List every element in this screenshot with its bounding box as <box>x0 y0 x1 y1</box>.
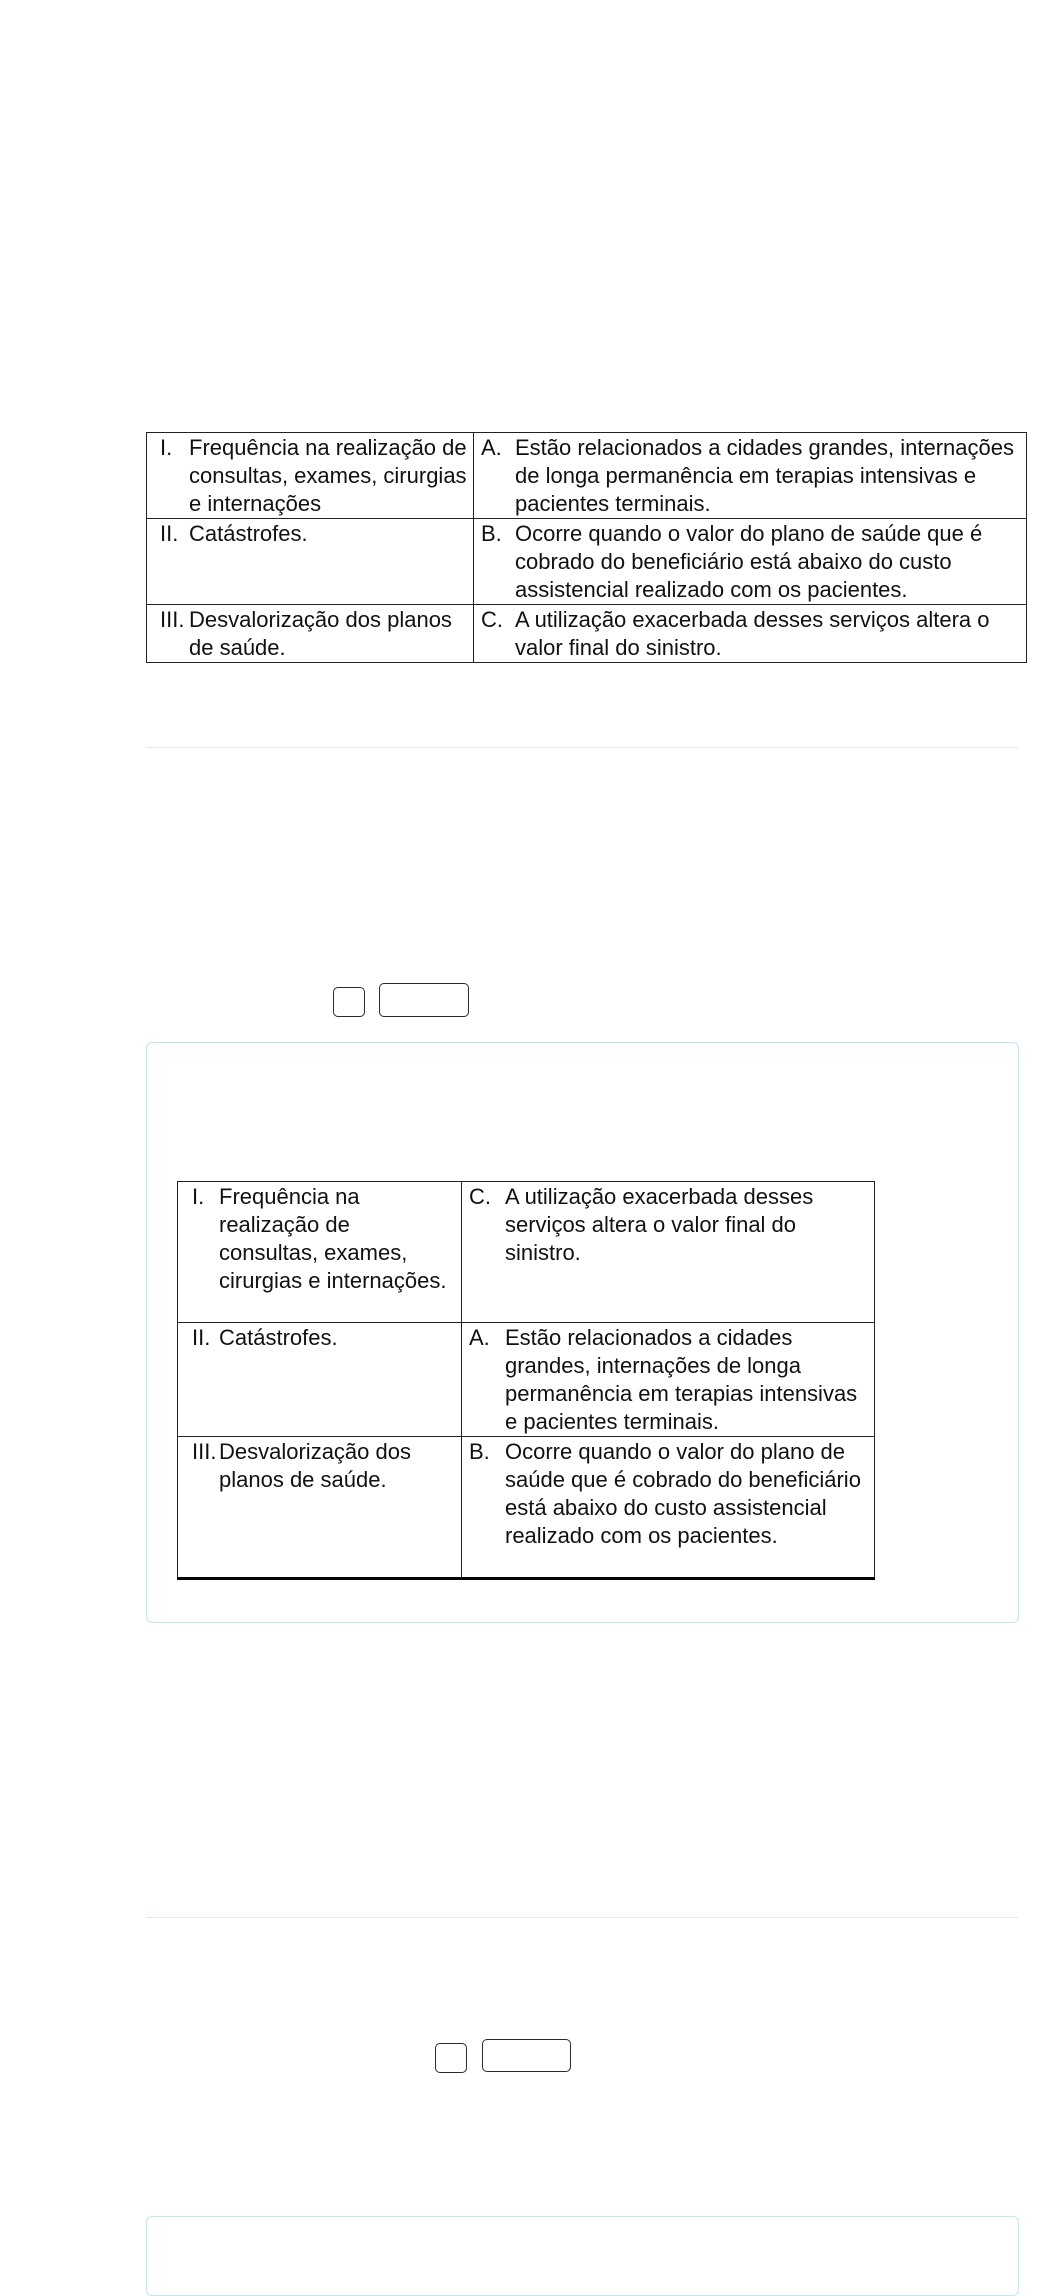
table-cell-right <box>462 1437 875 1579</box>
answer-checkbox[interactable] <box>333 987 365 1017</box>
next-card <box>146 2216 1019 2296</box>
row-letter: A. <box>481 435 502 460</box>
table-row <box>178 1182 875 1323</box>
table-row <box>178 1437 875 1579</box>
row-description: Estão relacionados a cidades grandes, internações de longa permanência em terapias intensivas e pacientes terminais. <box>505 1325 858 1434</box>
table-cell-left <box>147 433 474 519</box>
table-cell-right <box>462 1182 875 1323</box>
row-letter: C. <box>469 1184 491 1209</box>
row-description: A utilização exacerbada desses serviços altera o valor final do sinistro. <box>515 607 990 660</box>
row-text: Desvalorização dos planos de saúde. <box>219 1439 411 1492</box>
table-cell-left <box>147 519 474 605</box>
table-cell-right <box>474 433 1027 519</box>
table-cell-right <box>462 1323 875 1437</box>
row-description: Ocorre quando o valor do plano de saúde que é cobrado do beneficiário está abaixo do custo assistencial realizado com os pacientes. <box>515 521 983 602</box>
row-number: III. <box>192 1439 217 1464</box>
table-row <box>147 433 1027 519</box>
row-number: I. <box>160 435 173 460</box>
row-letter: B. <box>469 1439 490 1464</box>
row-description: Ocorre quando o valor do plano de saúde que é cobrado do beneficiário está abaixo do custo assistencial realizado com os pacientes. <box>505 1439 861 1548</box>
row-text: Frequência na realização de consultas, exames, cirurgias e internações <box>189 435 467 516</box>
row-number: II. <box>192 1325 211 1350</box>
row-letter: A. <box>469 1325 490 1350</box>
table-cell-right <box>474 605 1027 663</box>
answer-matching-table <box>177 1181 875 1580</box>
row-letter: C. <box>481 607 503 632</box>
row-text: Catástrofes. <box>219 1325 338 1350</box>
table-row <box>178 1323 875 1437</box>
row-letter: B. <box>481 521 502 546</box>
row-number: I. <box>192 1184 205 1209</box>
answer-toggle-button[interactable] <box>379 983 469 1017</box>
table-row <box>147 605 1027 663</box>
table-row <box>147 519 1027 605</box>
answer-checkbox[interactable] <box>435 2043 467 2073</box>
table-cell-right <box>474 519 1027 605</box>
section-divider <box>146 747 1018 748</box>
table-cell-left <box>178 1437 462 1579</box>
section-divider <box>146 1917 1018 1918</box>
question-matching-table <box>146 432 1027 663</box>
row-text: Desvalorização dos planos de saúde. <box>189 607 452 660</box>
table-cell-left <box>178 1182 462 1323</box>
table-cell-left <box>147 605 474 663</box>
row-number: II. <box>160 521 179 546</box>
row-description: Estão relacionados a cidades grandes, internações de longa permanência em terapias intensivas e pacientes terminais. <box>515 435 1014 516</box>
row-description: A utilização exacerbada desses serviços altera o valor final do sinistro. <box>505 1184 814 1265</box>
row-number: III. <box>160 607 185 632</box>
row-text: Catástrofes. <box>189 521 308 546</box>
table-cell-left <box>178 1323 462 1437</box>
row-text: Frequência na realização de consultas, exames, cirurgias e internações. <box>219 1184 447 1293</box>
answer-toggle-button[interactable] <box>482 2039 571 2072</box>
